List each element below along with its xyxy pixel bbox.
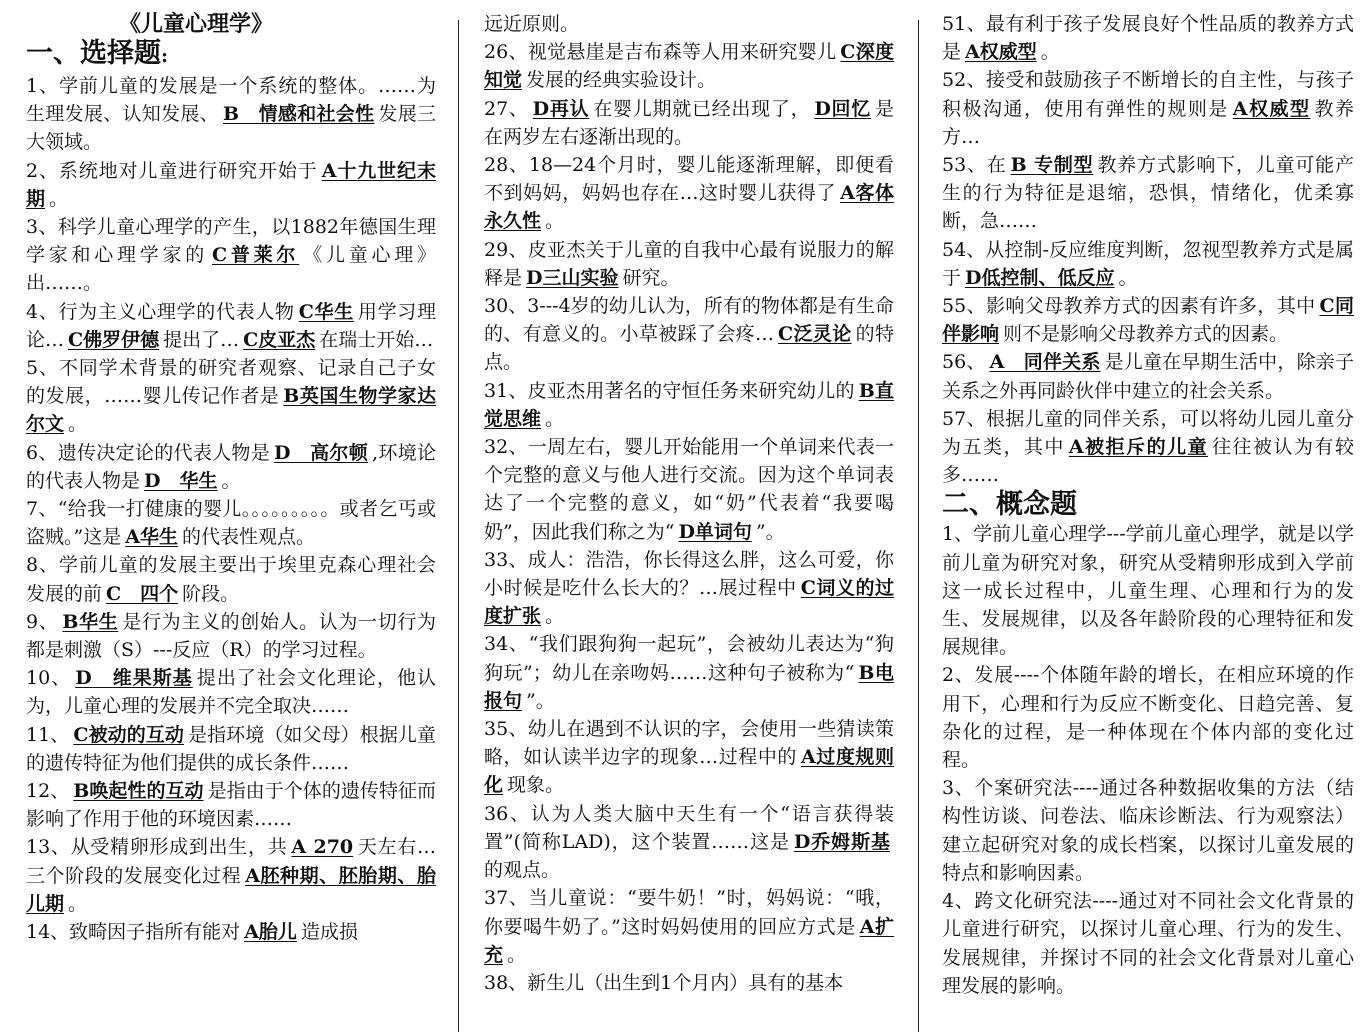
- answer-blank: D 维果斯基: [75, 667, 193, 690]
- column-divider: [458, 20, 459, 1032]
- concept-definition: ---学前儿童心理学，就是以学前儿童为研究对象，研究从受精卵形成到入学前这一成长过程中，儿童生理、心理和行为的发生、发展规律，以及各年龄阶段的心理特征和发展规律。: [942, 523, 1354, 659]
- question-item: [942, 292, 1354, 348]
- question-text: 提出了…: [163, 328, 240, 351]
- question-text: 。: [1118, 266, 1138, 289]
- question-text: 。: [49, 187, 69, 210]
- concept-item: [942, 887, 1354, 1000]
- answer-blank: A过度规则化: [484, 746, 894, 797]
- question-text: 教养方式影响下，儿童可能产生的行为特征是退缩，恐惧，情绪化，优柔寡断，急……: [942, 154, 1354, 233]
- answer-blank: C同伴影响: [942, 295, 1354, 346]
- document-title: 《儿童心理学》: [118, 11, 273, 37]
- question-text: 发展的经典实验设计。: [526, 69, 717, 92]
- question-item: [484, 969, 894, 997]
- question-text: 提出了社会文化理论，他认为，儿童心理的发展并不完全取决……: [26, 667, 436, 718]
- question-text: 现象。: [507, 774, 565, 797]
- concept-number: 2、: [942, 664, 975, 687]
- question-text: 13、从受精卵形成到出生，共: [26, 836, 288, 859]
- question-item: [484, 800, 894, 885]
- question-text: 。: [221, 469, 241, 492]
- answer-blank: A华生: [125, 526, 178, 549]
- answer-blank: C皮亚杰: [243, 328, 316, 351]
- question-item: [942, 236, 1354, 292]
- answer-blank: D三山实验: [526, 266, 619, 289]
- question-item: [484, 95, 894, 151]
- question-item: [26, 918, 436, 946]
- question-item: [26, 833, 436, 918]
- question-text: 教养方…: [942, 97, 1354, 148]
- question-item: [942, 348, 1354, 404]
- question-text: 阶段。: [182, 582, 240, 605]
- question-text: 。: [545, 605, 565, 628]
- question-text: 是在两岁左右逐渐出现的。: [484, 97, 894, 148]
- concept-definition: ----通过对不同社会文化背景的儿童进行研究，以探讨儿童心理、行为的发生、发展规律，并探讨不同的社会文化背景对儿童心理发展的影响。: [942, 890, 1354, 997]
- question-text: 55、影响父母教养方式的因素有许多，其中: [942, 295, 1316, 318]
- answer-blank: B 专制型: [1010, 154, 1094, 177]
- question-text: 发展三大领域。: [26, 103, 436, 154]
- answer-blank: D回忆: [814, 97, 871, 120]
- concept-term: 跨文化研究法: [974, 890, 1093, 913]
- answer-blank: A客体永久性: [484, 182, 894, 233]
- answer-blank: A胚种期、胚胎期、胎儿期: [26, 864, 436, 915]
- question-item: [26, 721, 436, 777]
- column-right: [942, 10, 1354, 1032]
- question-text: 34、“我们跟狗狗一起玩”，会被幼儿表达为“狗狗玩”；幼儿在亲吻妈……这种句子被称为“: [484, 633, 894, 684]
- answer-blank: B唤起性的互动: [73, 780, 204, 803]
- question-text: 是指由于个体的遗传特征而影响了作用于他的环境因素……: [26, 780, 436, 831]
- question-text: 9、: [26, 610, 59, 633]
- question-item: [484, 546, 894, 631]
- question-text: 用学习理论…: [26, 300, 436, 351]
- question-text: 的特点。: [484, 323, 894, 374]
- answer-blank: C普莱尔: [212, 244, 300, 267]
- question-item: [26, 439, 436, 495]
- question-text: 31、皮亚杰用著名的守恒任务来研究幼儿的: [484, 379, 855, 402]
- answer-blank: D乔姆斯基: [793, 830, 890, 853]
- answer-blank: C词义的过度扩张: [484, 577, 894, 628]
- question-text: 10、: [26, 667, 72, 690]
- question-item: [484, 38, 894, 94]
- question-text: 研究。: [622, 266, 680, 289]
- question-item: [942, 10, 1354, 66]
- question-text: 。: [1040, 41, 1060, 64]
- question-text: 1、学前儿童的发展是一个系统的整体。……为生理发展、认知发展、: [26, 75, 436, 126]
- concept-item: [942, 661, 1354, 774]
- question-text: 往往被认为有较多……: [942, 436, 1354, 487]
- question-text: 52、接受和鼓励孩子不断增长的自主性，与孩子积极沟通，使用有弹性的规则是: [942, 69, 1354, 120]
- question-text: 26、视觉悬崖是吉布森等人用来研究婴儿: [484, 41, 837, 64]
- question-text: 是指环境（如父母）根据儿童的遗传特征为他们提供的成长条件……: [26, 723, 436, 774]
- question-text: 29、皮亚杰关于儿童的自我中心最有说服力的解释是: [484, 238, 894, 289]
- question-text: 。: [545, 210, 565, 233]
- question-text: ,环境论的代表人物是: [26, 441, 436, 492]
- question-text: 27、: [484, 97, 529, 120]
- question-text: ”。: [526, 689, 555, 712]
- question-text: 38、新生儿（出生到1个月内）具有的基本: [484, 971, 844, 994]
- question-text: 则不是影响父母教养方式的因素。: [1003, 323, 1289, 346]
- question-text: 《儿童心理》出……。: [26, 244, 436, 295]
- question-text: 37、当儿童说：“要牛奶！”时，妈妈说：“哦，你要喝牛奶了。”这时妈妈使用的回应方式是: [484, 887, 894, 938]
- question-text: 的代表性观点。: [181, 526, 315, 549]
- answer-blank: D低控制、低反应: [965, 266, 1115, 289]
- answer-blank: A十九世纪末期: [26, 159, 436, 210]
- section-heading-choice: 一、选择题:: [26, 38, 169, 69]
- question-item: [26, 664, 436, 720]
- question-text: 。: [68, 892, 88, 915]
- column-middle: [484, 10, 894, 1032]
- question-item: [26, 157, 436, 213]
- question-text: 11、: [26, 723, 70, 746]
- question-text: 6、遗传决定论的代表人物是: [26, 441, 271, 464]
- question-text: 在瑞士开始…: [319, 328, 434, 351]
- answer-blank: A被拒斥的儿童: [1068, 436, 1209, 459]
- answer-blank: C华生: [298, 300, 354, 323]
- question-item: [484, 377, 894, 433]
- question-item: [484, 292, 894, 377]
- concept-number: 3、: [942, 777, 975, 800]
- concept-term: 个案研究法-: [974, 777, 1080, 800]
- answer-blank: B直觉思维: [484, 379, 894, 430]
- concept-definition: ---通过各种数据收集的方法（结构性访谈、问卷法、临床诊断法、行为观察法）建立起研究对象的成长档案，以探讨儿童发展的特点和影响因素。: [942, 777, 1354, 884]
- question-text: 53、在: [942, 154, 1007, 177]
- question-item: [942, 66, 1354, 151]
- answer-blank: B电报句: [484, 661, 894, 712]
- question-text: 36、认为人类大脑中天生有一个“语言获得装置”(简称LAD)，这个装置……这是: [484, 802, 894, 853]
- concept-item: [942, 520, 1354, 661]
- question-item: [26, 298, 436, 354]
- question-text: 是儿童在早期生活中，除亲子关系之外再同龄伙伴中建立的社会关系。: [942, 351, 1354, 402]
- question-text: 30、3---4岁的幼儿认为，所有的物体都是有生命的、有意义的。小草被踩了会疼…: [484, 295, 894, 346]
- answer-blank: B英国生物学家达尔文: [26, 385, 436, 436]
- answer-blank: D 华生: [144, 469, 218, 492]
- question-item: [26, 495, 436, 551]
- concept-term: 发展: [974, 664, 1014, 687]
- question-text: 造成损: [300, 921, 358, 944]
- question-text: 8、学前儿童的发展主要出于埃里克森心理社会发展的前: [26, 554, 436, 605]
- question-text: 5、不同学术背景的研究者观察、记录自己子女的发展，……婴儿传记作者是: [26, 357, 436, 408]
- question-text: 28、18—24个月时，婴儿能逐渐理解，即便看不到妈妈，妈妈也存在…这时婴儿获得了: [484, 154, 894, 205]
- question-item: [26, 777, 436, 833]
- question-text: 12、: [26, 780, 70, 803]
- question-item: [26, 213, 436, 298]
- question-text: 远近原则。: [484, 13, 580, 35]
- question-item: [26, 354, 436, 439]
- question-text: 的观点。: [484, 859, 561, 882]
- concept-term: 学前儿童心理学: [973, 523, 1107, 546]
- question-text: 7、“给我一打健康的婴儿。。。。。。。。。或者乞丐或盗贼。”这是: [26, 498, 436, 549]
- answer-blank: C 四个: [106, 582, 179, 605]
- question-item: [26, 551, 436, 607]
- answer-blank: D 高尔顿: [274, 441, 369, 464]
- answer-blank: A权威型: [1232, 97, 1311, 120]
- column-left: [26, 10, 436, 1032]
- question-text: 在婴儿期就已经出现了，: [593, 97, 811, 120]
- question-text: 57、根据儿童的同伴关系，可以将幼儿园儿童分为五类，其中: [942, 407, 1354, 459]
- answer-blank: A 同伴关系: [989, 351, 1101, 374]
- answer-blank: C深度知觉: [484, 41, 894, 92]
- concept-number: 4、: [942, 890, 975, 913]
- answer-blank: C泛灵论: [778, 323, 852, 346]
- answer-blank: B 情感和社会性: [222, 103, 375, 126]
- question-item: [484, 630, 894, 715]
- question-item: [484, 151, 894, 236]
- question-item: [484, 884, 894, 969]
- question-text: 天左右…三个阶段的发展变化过程: [26, 836, 436, 887]
- question-text: 56、: [942, 351, 986, 374]
- section-heading-concepts: 二、概念题: [942, 489, 1077, 521]
- answer-blank: A胎儿: [244, 921, 297, 944]
- question-text: 32、一周左右，婴儿开始能用一个单词来代表一个完整的意义与他人进行交流。因为这个单词表达了一个完整的意义，如“奶”代表着“我要喝奶”，因此我们称之为“: [484, 436, 894, 543]
- question-item: [484, 433, 894, 546]
- answer-blank: A扩充: [484, 915, 894, 966]
- question-text: 。: [507, 943, 527, 966]
- question-text: 是行为主义的创始人。认为一切行为都是刺激（S）---反应（R）的学习过程。: [26, 610, 436, 662]
- question-item: [484, 236, 894, 292]
- concept-number: 1、: [942, 523, 974, 546]
- question-text: 2、系统地对儿童进行研究开始于: [26, 159, 318, 182]
- question-text: 54、从控制-反应维度判断，忽视型教养方式是属于: [942, 238, 1354, 289]
- question-text: 35、幼儿在遇到不认识的字，会使用一些猜读策略，如认读半边字的现象…过程中的: [484, 718, 894, 769]
- answer-blank: D再认: [532, 97, 590, 120]
- answer-blank: B华生: [62, 610, 119, 633]
- question-text: 51、最有利于孩子发展良好个性品质的教养方式是: [942, 13, 1354, 64]
- question-text: 。: [68, 413, 88, 436]
- answer-blank: C被动的互动: [73, 723, 184, 746]
- question-item: [942, 405, 1354, 490]
- answer-blank: A权威型: [965, 41, 1037, 64]
- question-item: [484, 10, 894, 38]
- answer-blank: A 270: [291, 836, 354, 859]
- question-text: 3、科学儿童心理学的产生，以1882年德国生理学家和心理学家的: [26, 216, 436, 267]
- question-text: 33、成人：浩浩，你长得这么胖，这么可爱，你小时候是吃什么长大的？…展过程中: [484, 548, 894, 600]
- answer-blank: D单词句: [678, 520, 752, 543]
- question-item: [26, 608, 436, 664]
- column-divider: [918, 20, 919, 1032]
- question-item: [484, 715, 894, 800]
- question-item: [26, 72, 436, 157]
- concept-item: [942, 774, 1354, 887]
- concept-definition: ----个体随年龄的增长，在相应环境的作用下，心理和行为反应不断变化、日趋完善、复杂化的过程，是一种体现在个体内部的变化过程。: [942, 664, 1354, 772]
- question-text: 14、致畸因子指所有能对: [26, 921, 241, 944]
- answer-blank: C佛罗伊德: [68, 328, 160, 351]
- question-text: ”。: [755, 520, 785, 543]
- question-text: 。: [545, 407, 565, 430]
- question-item: [942, 151, 1354, 236]
- question-text: 4、行为主义心理学的代表人物: [26, 300, 295, 323]
